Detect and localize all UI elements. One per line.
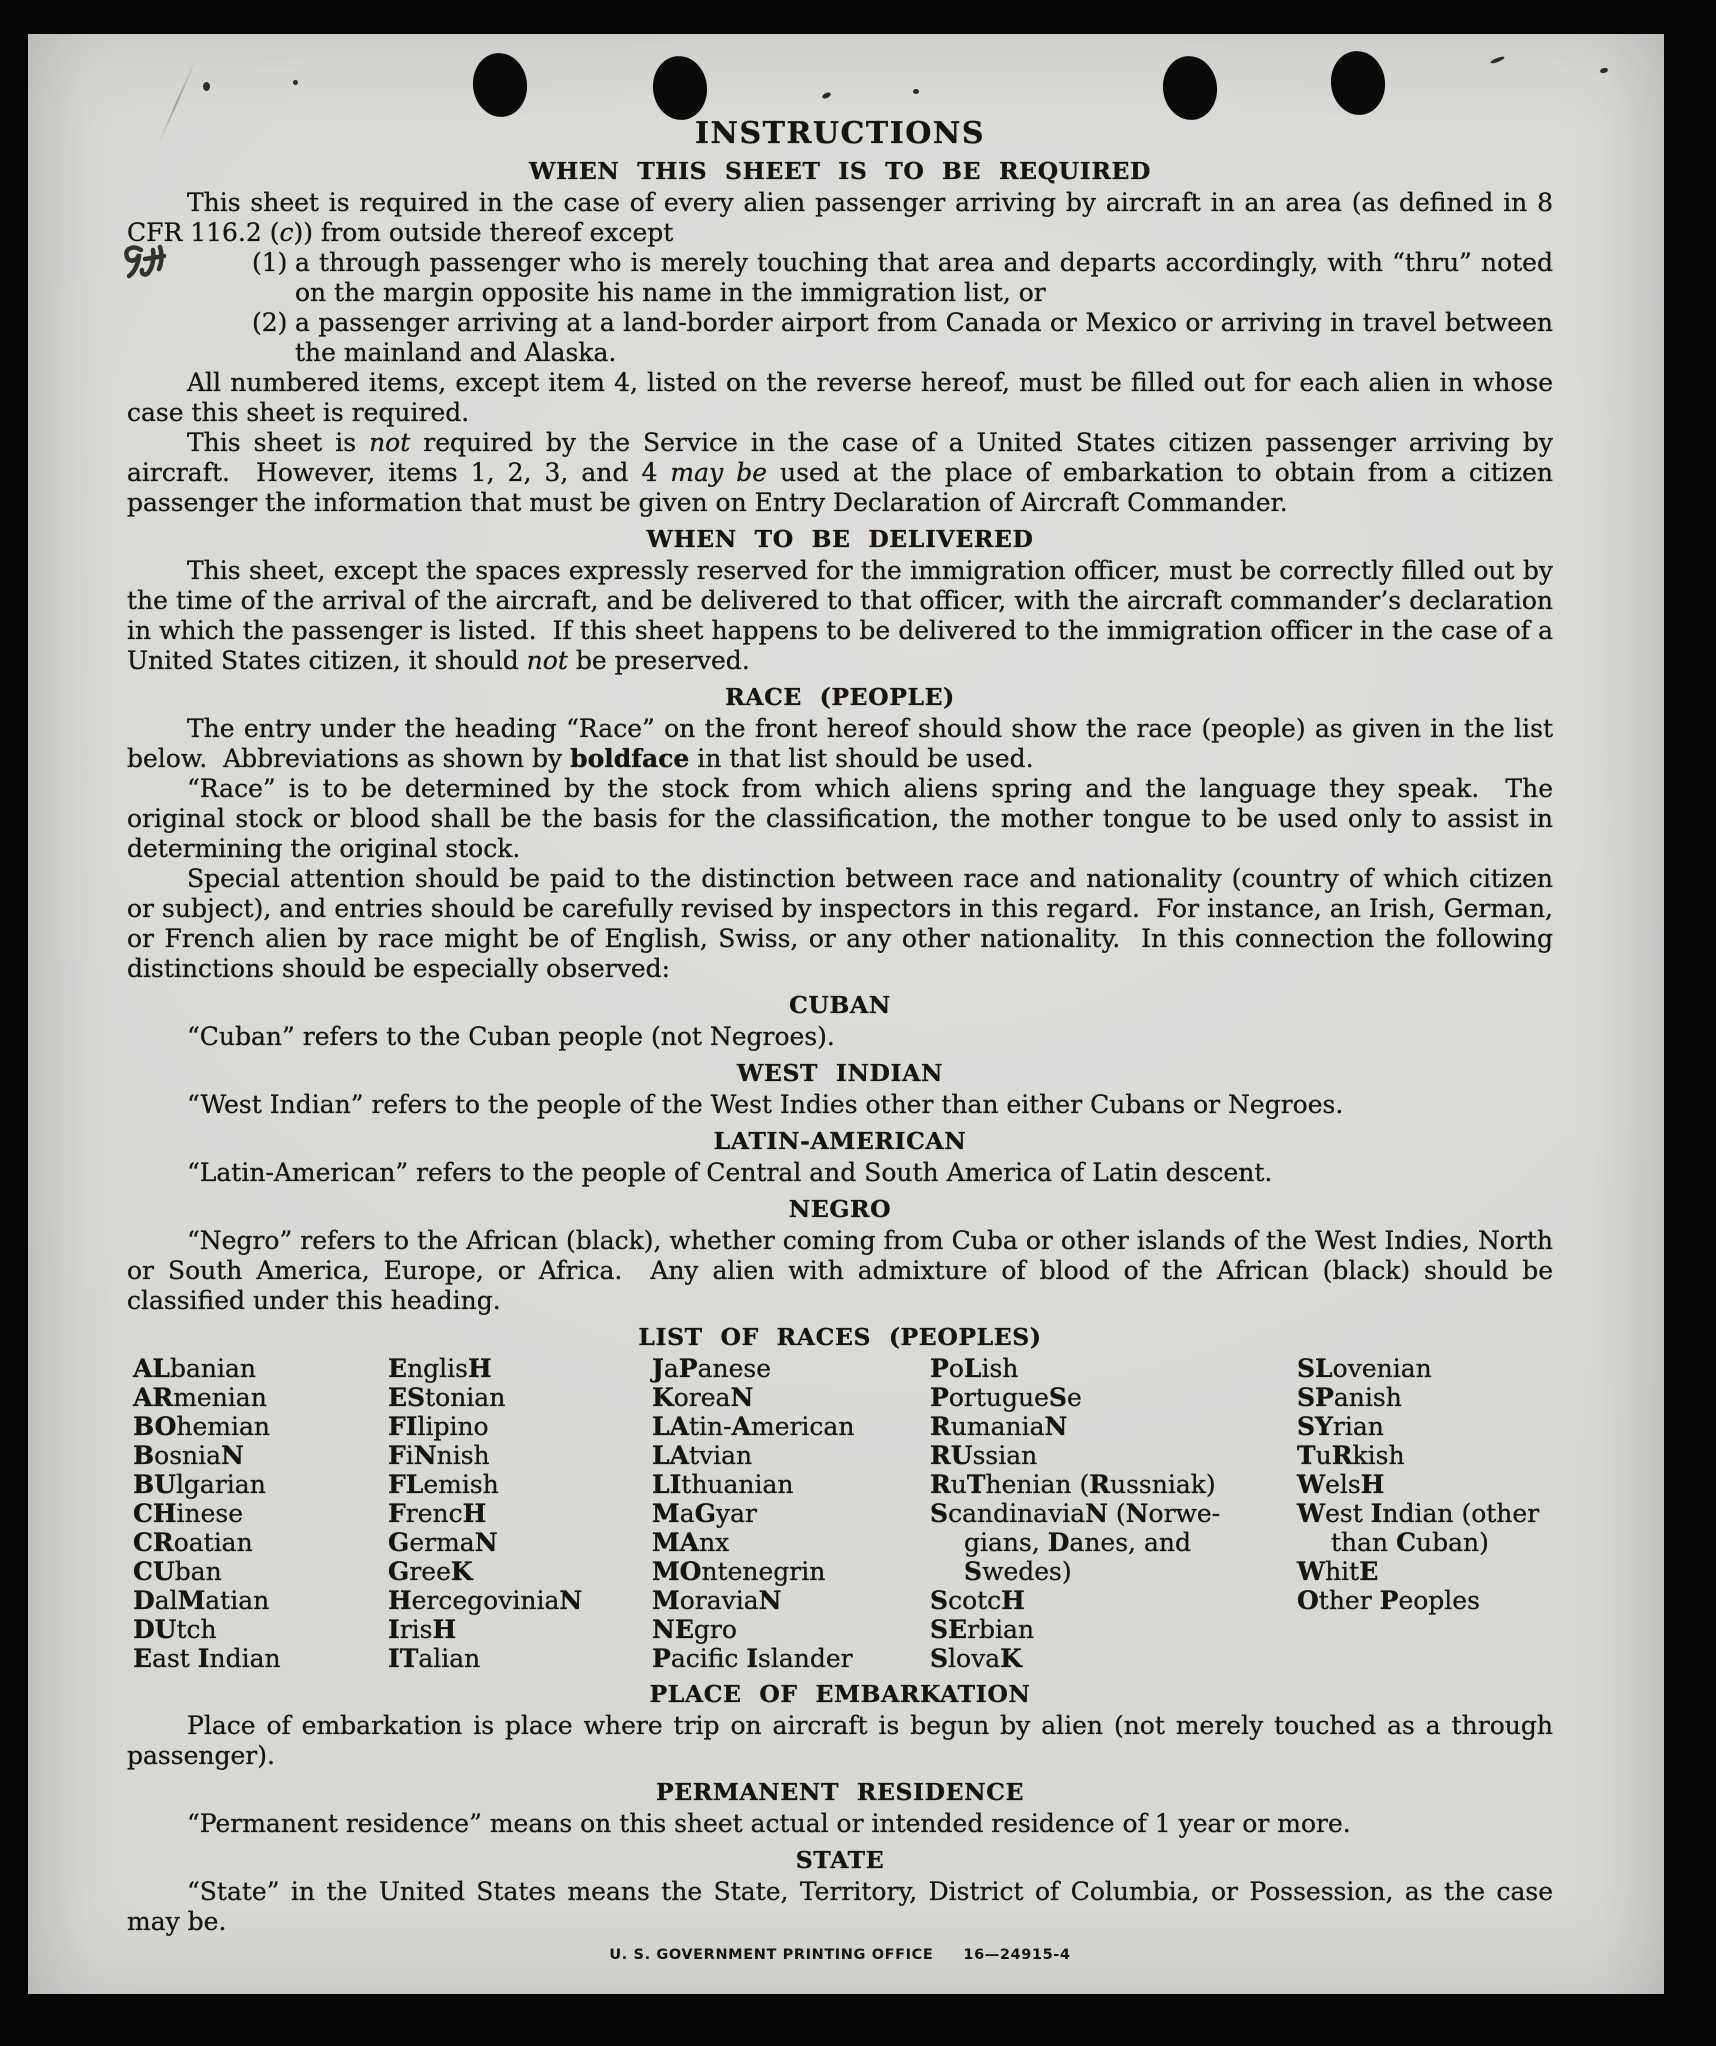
race-item: CUban (133, 1557, 222, 1586)
printer-imprint: U. S. GOVERNMENT PRINTING OFFICE (609, 1947, 934, 1963)
races-column (388, 1354, 652, 1673)
race-item: ScandinaviaN (Norwe- gians, Danes, and Swedes) (930, 1499, 1221, 1586)
race-item: RuThenian (Russniak) (930, 1470, 1216, 1499)
race-item: LAtvian (652, 1441, 753, 1470)
section-heading: WHEN TO BE DELIVERED (646, 525, 1034, 553)
punch-hole (469, 50, 530, 120)
race-item: FiNnish (388, 1441, 490, 1470)
race-item: ITalian (388, 1644, 481, 1673)
race-item: MOntenegrin (652, 1557, 826, 1586)
paragraph: “Permanent residence” means on this sheet actual or intended residence of 1 year or more. (187, 1809, 1351, 1838)
scan-speck (203, 82, 210, 91)
section-heading: PERMANENT RESIDENCE (655, 1778, 1025, 1806)
race-item: PortugueSe (930, 1383, 1082, 1412)
race-item: CRoatian (133, 1528, 253, 1557)
race-item: PoLish (930, 1354, 1019, 1383)
race-item: FLemish (388, 1470, 499, 1499)
page-title: INSTRUCTIONS (695, 116, 985, 151)
race-item: MAnx (652, 1528, 730, 1557)
races-column (1297, 1354, 1553, 1673)
race-item: DalMatian (133, 1586, 270, 1615)
section-heading: WHEN THIS SHEET IS TO BE REQUIRED (529, 157, 1151, 185)
section-heading: LATIN-AMERICAN (713, 1127, 967, 1155)
race-item: LIthuanian (652, 1470, 794, 1499)
scan-speck (1490, 55, 1505, 64)
race-item: MoraviaN (652, 1586, 782, 1615)
race-item: FrencH (388, 1499, 487, 1528)
race-item: SLovenian (1297, 1354, 1432, 1383)
race-item: BosniaN (133, 1441, 244, 1470)
race-item: JaPanese (652, 1354, 771, 1383)
race-item: KoreaN (652, 1383, 754, 1412)
race-item: SlovaK (930, 1644, 1022, 1673)
race-item: Other Peoples (1297, 1586, 1480, 1615)
race-item: GermaN (388, 1528, 498, 1557)
scan-speck (1599, 67, 1608, 74)
race-item: NEgro (652, 1615, 737, 1644)
document-sheet (28, 34, 1664, 1994)
race-item: TuRkish (1297, 1441, 1405, 1470)
race-item: Pacific Islander (652, 1644, 853, 1673)
section-heading: LIST OF RACES (PEOPLES) (638, 1323, 1042, 1351)
paragraph: Place of embarkation is place where trip on aircraft is begun by alien (not merely touched as a through passenger). (127, 1711, 1553, 1770)
race-item: RUssian (930, 1441, 1038, 1470)
race-item: SErbian (930, 1615, 1035, 1644)
paragraph: “Race” is to be determined by the stock from which aliens spring and the language they speak. The original stock or blood shall be the basis for the classification, the mother tongue to be used only to assist in determining the original stock. (127, 774, 1553, 863)
races-column (127, 1354, 388, 1673)
races-columns (127, 1354, 1553, 1673)
item-number: (1) (252, 248, 288, 277)
item-text: a passenger arriving at a land-border airport from Canada or Mexico or arriving in travel between the mainland and Alaska. (295, 308, 1553, 367)
races-column (652, 1354, 930, 1673)
section-heading: NEGRO (788, 1195, 892, 1223)
race-item: HercegoviniaN (388, 1586, 583, 1615)
paragraph: “Latin-American” refers to the people of Central and South America of Latin descent. (187, 1158, 1273, 1187)
race-item: ScotcH (930, 1586, 1025, 1615)
race-item: RumaniaN (930, 1412, 1068, 1441)
paragraph: “Negro” refers to the African (black), whether coming from Cuba or other islands of the West Indies, North or South America, Europe, or Africa. Any alien with admixture of blood of the African (black) should be classified under this heading. (127, 1226, 1553, 1315)
race-item: FIlipino (388, 1412, 489, 1441)
race-item: BUlgarian (133, 1470, 266, 1499)
numbered-item (127, 248, 1553, 308)
race-item: West Indian (other than Cuban) (1297, 1499, 1540, 1557)
paragraph: All numbered items, except item 4, listed on the reverse hereof, must be filled out for each alien in whose case this sheet is required. (127, 368, 1553, 427)
paragraph: The entry under the heading “Race” on the front hereof should show the race (people) as given in the list below. Abbreviations as shown by boldface in that list should be used. (127, 714, 1553, 773)
race-item: ALbanian (133, 1354, 256, 1383)
race-item: WhitE (1297, 1557, 1379, 1586)
instructions-content (127, 118, 1553, 1963)
punch-hole (649, 53, 710, 123)
race-item: ARmenian (133, 1383, 267, 1412)
punch-hole (1327, 48, 1388, 118)
numbered-item (127, 308, 1553, 368)
race-item: GreeK (388, 1557, 473, 1586)
section-heading: PLACE OF EMBARKATION (649, 1680, 1031, 1708)
paragraph: “State” in the United States means the State, Territory, District of Columbia, or Possession, as the case may be. (127, 1877, 1553, 1936)
race-item: MaGyar (652, 1499, 757, 1528)
form-code: 16—24915-4 (963, 1947, 1071, 1963)
race-item: WelsH (1297, 1470, 1385, 1499)
races-column (930, 1354, 1297, 1673)
paragraph: “West Indian” refers to the people of the West Indies other than either Cubans or Negroes. (187, 1090, 1344, 1119)
paragraph: This sheet is required in the case of every alien passenger arriving by aircraft in an area (as defined in 8 CFR 116.2 (c)) from outside thereof except (127, 188, 1553, 247)
race-item: IrisH (388, 1615, 457, 1644)
paragraph: This sheet, except the spaces expressly reserved for the immigration officer, must be correctly filled out by the time of the arrival of the aircraft, and be delivered to that officer, with the aircraft commander’s declaration in which the passenger is listed. If this sheet happens to be delivered to the immigration officer in the case of a United States citizen, it should not be preserved. (127, 556, 1553, 675)
race-item: SYrian (1297, 1412, 1384, 1441)
item-text: a through passenger who is merely touching that area and departs accordingly, with “thru” noted on the margin opposite his name in the immigration list, or (295, 248, 1553, 307)
scan-speck (821, 91, 831, 99)
paragraph: This sheet is not required by the Service in the case of a United States citizen passenger arriving by aircraft. However, items 1, 2, 3, and 4 may be used at the place of embarkation to obtain from a citizen passenger the information that must be given on Entry Declaration of Aircraft Commander. (127, 428, 1554, 517)
item-number: (2) (252, 308, 288, 337)
section-heading: STATE (795, 1846, 885, 1874)
paragraph: Special attention should be paid to the distinction between race and nationality (country of which citizen or subject), and entries should be carefully revised by inspectors in this regard. For instance, an Irish, German, or French alien by race might be of English, Swiss, or any other nationality. In this connection the following distinctions should be especially observed: (127, 864, 1553, 983)
section-heading: CUBAN (789, 991, 891, 1019)
race-item: EStonian (388, 1383, 506, 1412)
scan-speck (913, 89, 919, 94)
race-item: EnglisH (388, 1354, 492, 1383)
race-item: LAtin-American (652, 1412, 855, 1441)
race-item: SPanish (1297, 1383, 1402, 1412)
printing-office-footer (127, 1947, 1553, 1963)
race-item: DUtch (133, 1615, 217, 1644)
punch-hole (1159, 53, 1220, 123)
race-item: East Indian (133, 1644, 281, 1673)
section-heading: WEST INDIAN (736, 1059, 944, 1087)
section-heading: RACE (PEOPLE) (725, 683, 955, 711)
race-item: CHinese (133, 1499, 244, 1528)
race-item: BOhemian (133, 1412, 270, 1441)
paragraph: “Cuban” refers to the Cuban people (not Negroes). (187, 1022, 835, 1051)
scan-speck (293, 80, 298, 85)
sections (127, 158, 1553, 1937)
